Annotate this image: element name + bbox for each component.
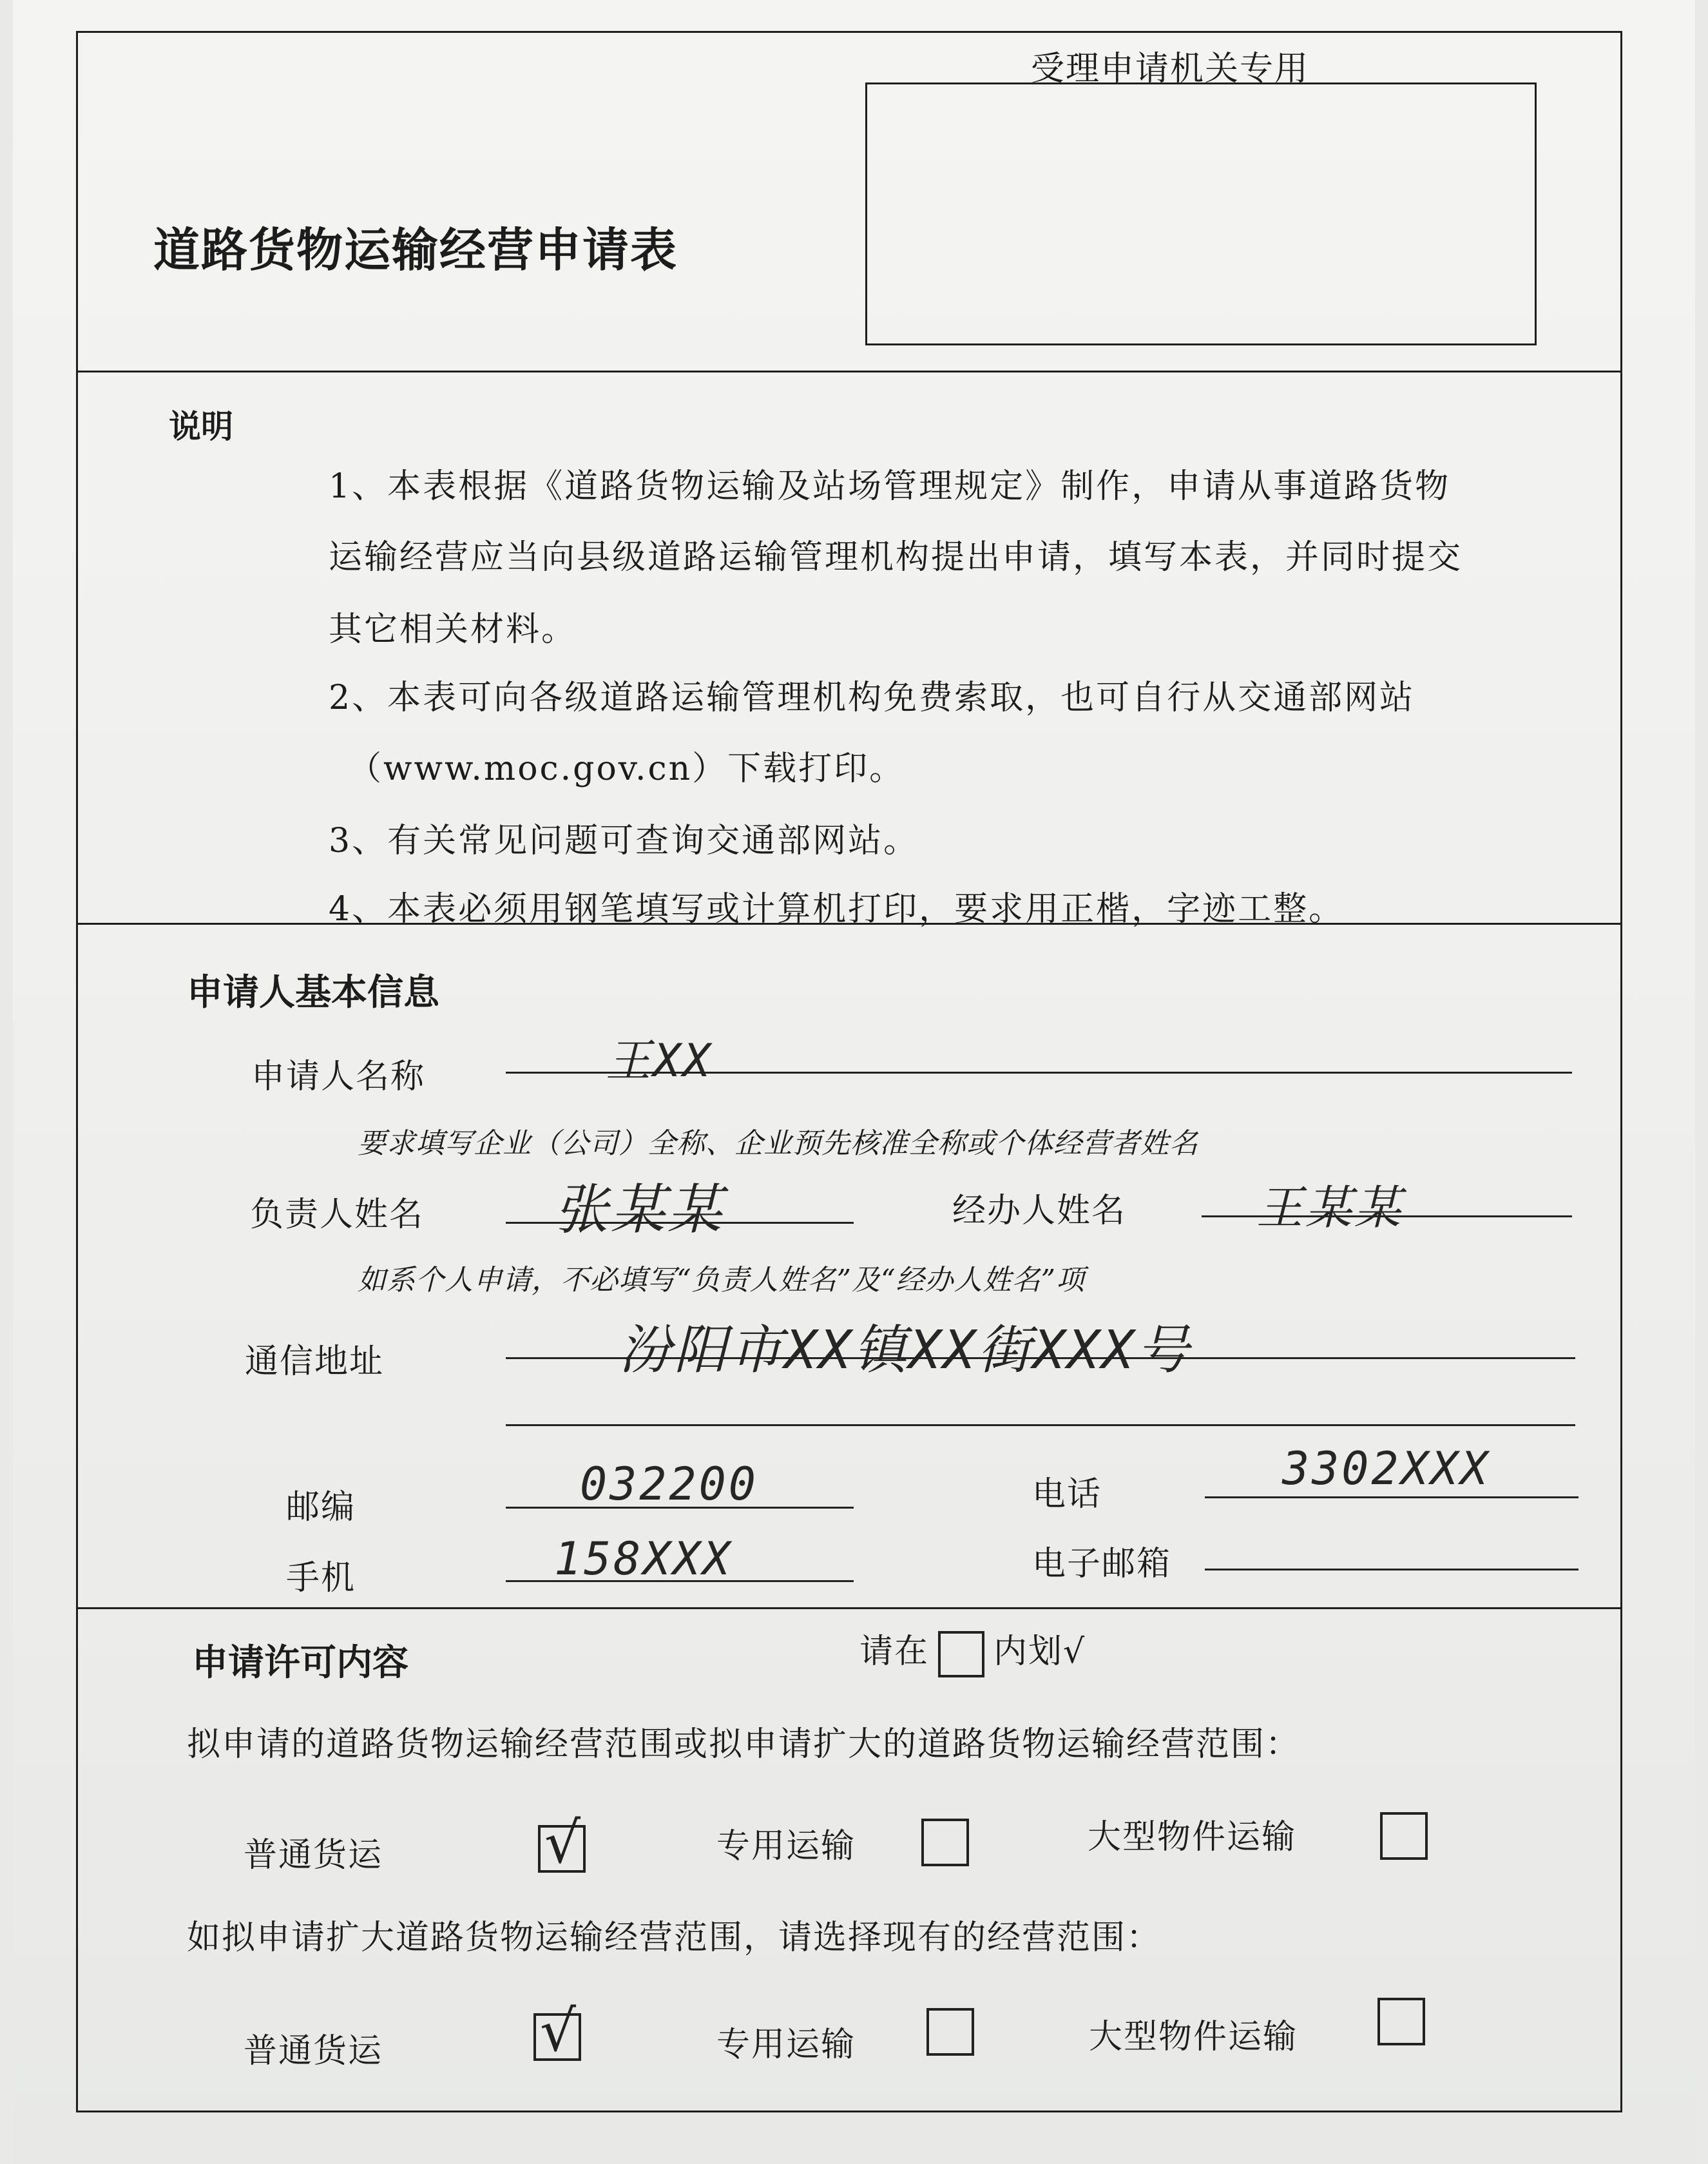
applicant-name-value[interactable]: 王XX (606, 1034, 713, 1087)
handler-field[interactable] (1202, 1215, 1572, 1217)
existing-option-label: 普通货运 (244, 2032, 383, 2071)
office-use-label: 受理申请机关专用 (1031, 50, 1310, 88)
mobile-field[interactable] (506, 1580, 854, 1582)
scope-option-label: 普通货运 (244, 1836, 383, 1875)
section-divider (76, 371, 1622, 372)
phone-value[interactable]: 3302XXX (1282, 1442, 1491, 1495)
handler-value[interactable]: 王某某 (1256, 1181, 1404, 1235)
existing-special-checkbox[interactable] (926, 2008, 974, 2056)
instructions-heading: 说明 (169, 408, 233, 445)
scope-option-label: 专用运输 (716, 1827, 856, 1866)
check-instruction-prefix: 请在 (859, 1632, 930, 1671)
address-value[interactable]: 汾阳市XX镇XX街XXX号 (619, 1320, 1192, 1381)
postcode-field[interactable] (506, 1507, 854, 1509)
principal-label: 负责人姓名 (250, 1195, 425, 1234)
scope-general-checkbox[interactable] (538, 1810, 586, 1876)
sample-checkbox (938, 1631, 984, 1677)
applicant-heading: 申请人基本信息 (187, 972, 439, 1014)
address-field-line1[interactable] (506, 1357, 1575, 1359)
applicant-name-field[interactable] (506, 1072, 1572, 1074)
existing-question: 如拟申请扩大道路货物运输经营范围，请选择现有的经营范围： (187, 1918, 1162, 1957)
form-title: 道路货物运输经营申请表 (153, 223, 678, 277)
mobile-value[interactable]: 158XXX (554, 1532, 733, 1585)
personal-note: 如系个人申请，不必填写“负责人姓名”及“经办人姓名”项 (358, 1264, 1085, 1297)
office-use-box[interactable] (865, 82, 1537, 345)
phone-field[interactable] (1205, 1496, 1578, 1498)
address-label: 通信地址 (245, 1342, 385, 1381)
existing-large-checkbox[interactable] (1377, 1998, 1425, 2045)
section-divider (76, 1607, 1622, 1609)
phone-label: 电话 (1032, 1475, 1102, 1514)
instruction-line: 运输经营应当向县级道路运输管理机构提出申请，填写本表，并同时提交 (329, 538, 1463, 577)
instruction-line: （www.moc.gov.cn）下载打印。 (348, 749, 905, 788)
email-label: 电子邮箱 (1032, 1545, 1172, 1583)
scope-large-checkbox[interactable] (1380, 1812, 1428, 1860)
existing-option-label: 专用运输 (716, 2025, 856, 2064)
instruction-line: 其它相关材料。 (329, 610, 577, 649)
section-divider (76, 923, 1622, 925)
principal-field[interactable] (506, 1222, 854, 1224)
check-instruction (859, 1624, 1086, 1677)
instruction-line: 1、本表根据《道路货物运输及站场管理规定》制作，申请从事道路货物 (329, 467, 1451, 506)
scope-special-checkbox[interactable] (921, 1819, 969, 1866)
permit-heading: 申请许可内容 (192, 1642, 408, 1684)
postcode-value[interactable]: 032200 (580, 1458, 758, 1511)
principal-value[interactable]: 张某某 (554, 1178, 725, 1241)
existing-general-checkbox[interactable] (533, 1998, 581, 2064)
address-field-line2[interactable] (506, 1424, 1575, 1426)
email-field[interactable] (1205, 1569, 1578, 1570)
instruction-line: 2、本表可向各级道路运输管理机构免费索取，也可自行从交通部网站 (329, 679, 1415, 717)
handler-label: 经办人姓名 (952, 1192, 1127, 1230)
instruction-line: 3、有关常见问题可查询交通部网站。 (329, 822, 919, 860)
postcode-label: 邮编 (286, 1488, 356, 1527)
instruction-line: 4、本表必须用钢笔填写或计算机打印，要求用正楷，字迹工整。 (329, 890, 1345, 929)
check-mark-icon: √ (544, 1810, 581, 1876)
existing-option-label: 大型物件运输 (1089, 2018, 1298, 2056)
scope-option-label: 大型物件运输 (1088, 1818, 1297, 1857)
applicant-name-note: 要求填写企业（公司）全称、企业预先核准全称或个体经营者姓名 (358, 1127, 1198, 1160)
mobile-label: 手机 (286, 1559, 356, 1598)
check-mark-icon: √ (540, 1998, 577, 2064)
check-instruction-suffix: 内划√ (993, 1632, 1086, 1671)
scope-question: 拟申请的道路货物运输经营范围或拟申请扩大的道路货物运输经营范围： (187, 1725, 1301, 1764)
applicant-name-label: 申请人名称 (251, 1058, 426, 1096)
